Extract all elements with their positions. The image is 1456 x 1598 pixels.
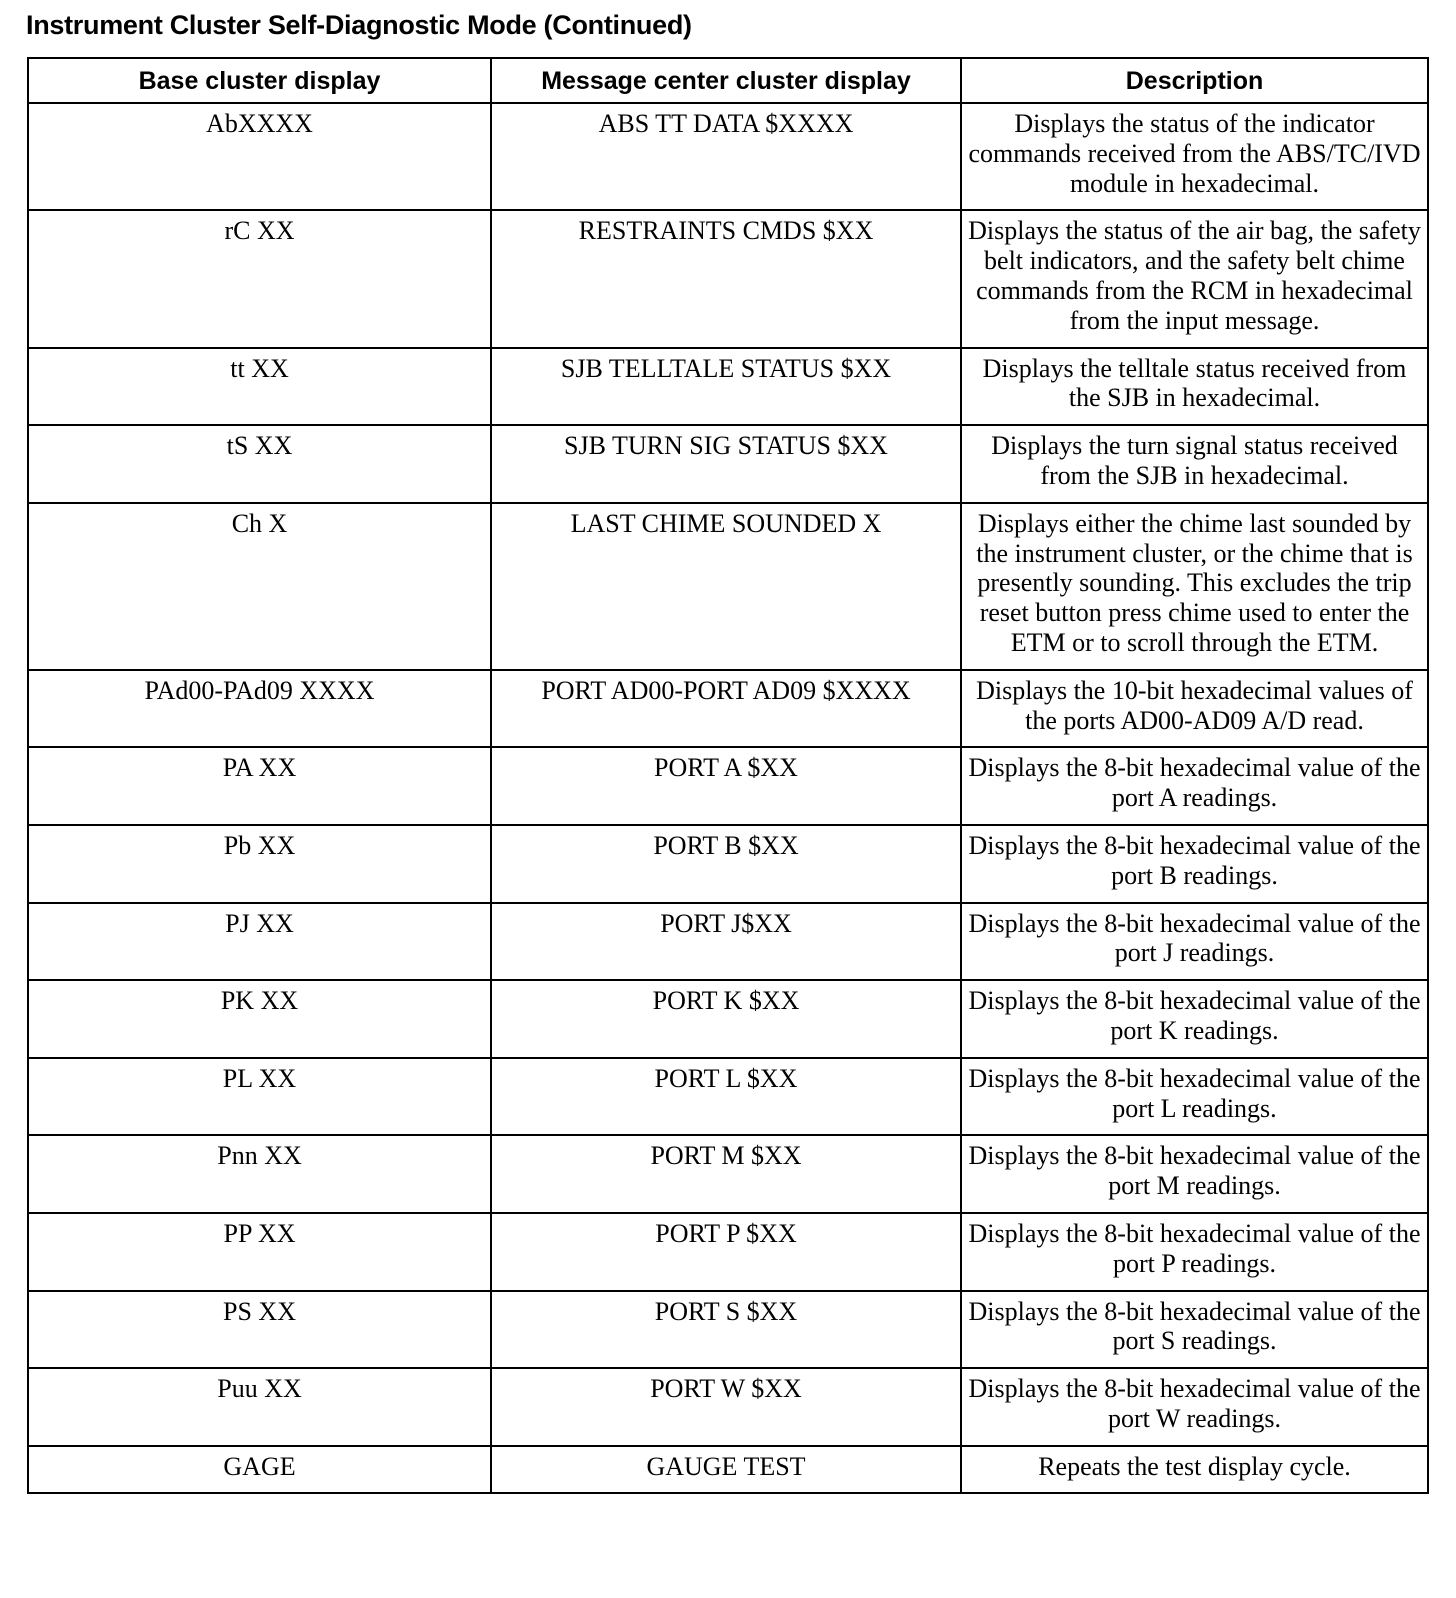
table-header-row xyxy=(28,58,1428,103)
message-center-cell: PORT J$XX xyxy=(491,903,961,981)
description-cell: Displays the 8-bit hexadecimal value of the port S readings. xyxy=(961,1291,1428,1369)
description-cell: Displays the 10-bit hexadecimal values of the ports AD00-AD09 A/D read. xyxy=(961,670,1428,748)
message-center-cell: RESTRAINTS CMDS $XX xyxy=(491,210,961,347)
base-cluster-cell: PJ XX xyxy=(28,903,491,981)
table-row xyxy=(28,425,1428,503)
table-row xyxy=(28,1368,1428,1446)
message-center-cell: PORT AD00-PORT AD09 $XXXX xyxy=(491,670,961,748)
message-center-cell: PORT L $XX xyxy=(491,1058,961,1136)
description-cell: Displays the 8-bit hexadecimal value of the port J readings. xyxy=(961,903,1428,981)
base-cluster-cell: PL XX xyxy=(28,1058,491,1136)
base-cluster-cell: PP XX xyxy=(28,1213,491,1291)
base-cluster-cell: PAd00-PAd09 XXXX xyxy=(28,670,491,748)
base-cluster-cell: Ch X xyxy=(28,503,491,670)
description-cell: Displays the 8-bit hexadecimal value of the port W readings. xyxy=(961,1368,1428,1446)
base-cluster-cell: Pb XX xyxy=(28,825,491,903)
base-cluster-cell: tS XX xyxy=(28,425,491,503)
base-cluster-cell: AbXXXX xyxy=(28,103,491,210)
base-cluster-cell: rC XX xyxy=(28,210,491,347)
message-center-cell: PORT M $XX xyxy=(491,1135,961,1213)
message-center-cell: PORT S $XX xyxy=(491,1291,961,1369)
message-center-cell: SJB TURN SIG STATUS $XX xyxy=(491,425,961,503)
description-cell: Displays the turn signal status received from the SJB in hexadecimal. xyxy=(961,425,1428,503)
table-row xyxy=(28,103,1428,210)
description-cell: Repeats the test display cycle. xyxy=(961,1446,1428,1494)
description-cell: Displays the 8-bit hexadecimal value of the port K readings. xyxy=(961,980,1428,1058)
message-center-cell: ABS TT DATA $XXXX xyxy=(491,103,961,210)
table-row xyxy=(28,980,1428,1058)
description-cell: Displays the status of the indicator commands received from the ABS/TC/IVD module in hexadecimal. xyxy=(961,103,1428,210)
description-cell: Displays the 8-bit hexadecimal value of the port L readings. xyxy=(961,1058,1428,1136)
base-cluster-cell: Puu XX xyxy=(28,1368,491,1446)
message-center-cell: PORT A $XX xyxy=(491,747,961,825)
table-row xyxy=(28,903,1428,981)
table-row xyxy=(28,1213,1428,1291)
message-center-cell: SJB TELLTALE STATUS $XX xyxy=(491,348,961,426)
message-center-cell: PORT K $XX xyxy=(491,980,961,1058)
description-cell: Displays the 8-bit hexadecimal value of the port A readings. xyxy=(961,747,1428,825)
table-row xyxy=(28,1446,1428,1494)
base-cluster-cell: PS XX xyxy=(28,1291,491,1369)
table-row xyxy=(28,1058,1428,1136)
table-row xyxy=(28,825,1428,903)
message-center-cell: PORT P $XX xyxy=(491,1213,961,1291)
table-row xyxy=(28,1135,1428,1213)
base-cluster-cell: Pnn XX xyxy=(28,1135,491,1213)
header-description: Description xyxy=(961,58,1428,103)
description-cell: Displays the 8-bit hexadecimal value of the port P readings. xyxy=(961,1213,1428,1291)
table-row xyxy=(28,210,1428,347)
base-cluster-cell: tt XX xyxy=(28,348,491,426)
base-cluster-cell: PK XX xyxy=(28,980,491,1058)
header-base-cluster-display: Base cluster display xyxy=(28,58,491,103)
page-title: Instrument Cluster Self-Diagnostic Mode (Continued) xyxy=(26,10,692,40)
description-cell: Displays the 8-bit hexadecimal value of the port B readings. xyxy=(961,825,1428,903)
table-row xyxy=(28,670,1428,748)
table-row xyxy=(28,503,1428,670)
description-cell: Displays the 8-bit hexadecimal value of the port M readings. xyxy=(961,1135,1428,1213)
description-cell: Displays the telltale status received from the SJB in hexadecimal. xyxy=(961,348,1428,426)
description-cell: Displays the status of the air bag, the safety belt indicators, and the safety belt chime commands from the RCM in hexadecimal from the input message. xyxy=(961,210,1428,347)
header-message-center-cluster-display: Message center cluster display xyxy=(491,58,961,103)
diagnostic-table xyxy=(27,57,1429,1494)
table-row xyxy=(28,1291,1428,1369)
base-cluster-cell: GAGE xyxy=(28,1446,491,1494)
message-center-cell: LAST CHIME SOUNDED X xyxy=(491,503,961,670)
message-center-cell: PORT B $XX xyxy=(491,825,961,903)
table-row xyxy=(28,348,1428,426)
base-cluster-cell: PA XX xyxy=(28,747,491,825)
description-cell: Displays either the chime last sounded by the instrument cluster, or the chime that is presently sounding. This excludes the trip reset button press chime used to enter the ETM or to scroll through the ETM. xyxy=(961,503,1428,670)
message-center-cell: GAUGE TEST xyxy=(491,1446,961,1494)
message-center-cell: PORT W $XX xyxy=(491,1368,961,1446)
table-row xyxy=(28,747,1428,825)
